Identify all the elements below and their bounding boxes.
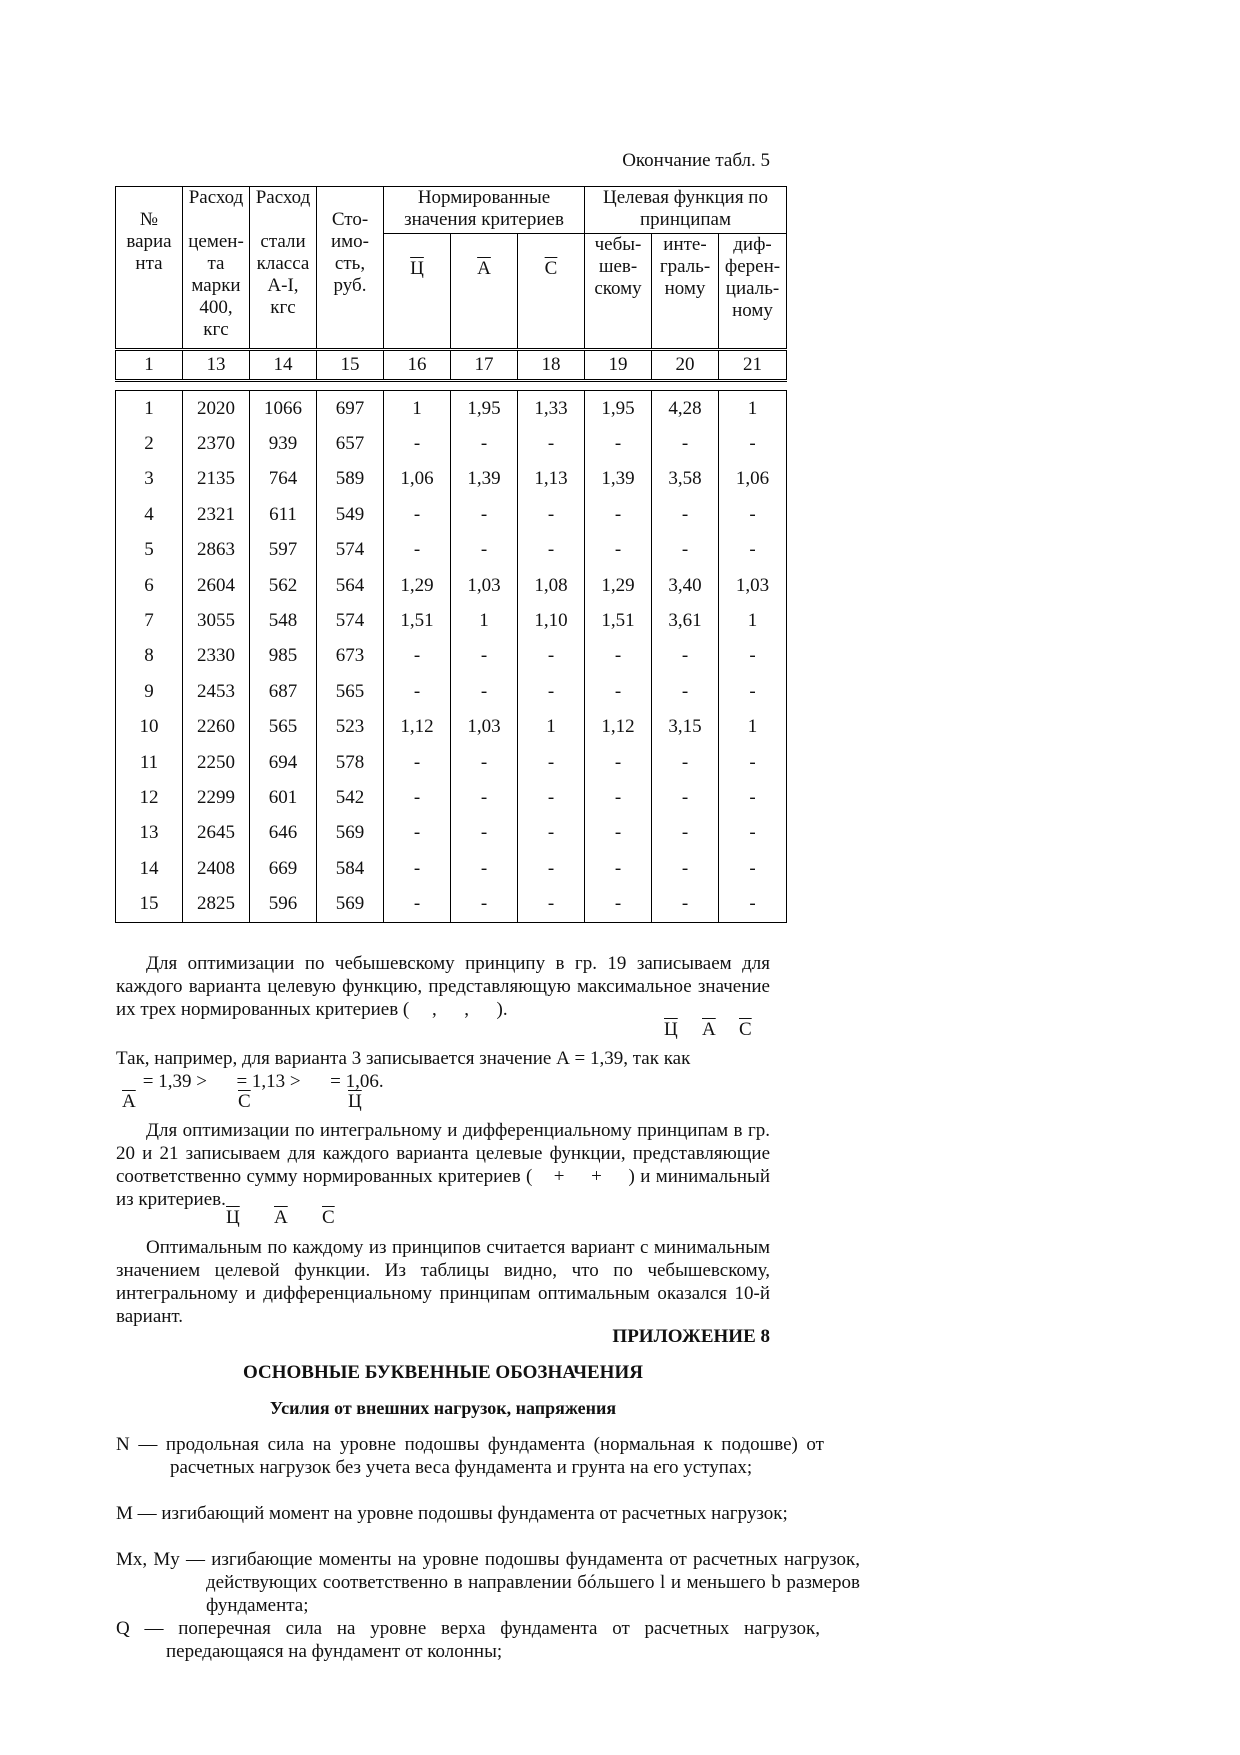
table-header-row bbox=[116, 187, 787, 234]
table-cell: 601 bbox=[250, 780, 317, 815]
symbol-a: А bbox=[702, 1019, 716, 1040]
table-cell: - bbox=[518, 886, 585, 922]
table-cell: - bbox=[518, 851, 585, 886]
table-cell: - bbox=[719, 533, 787, 568]
header-sym-a: А bbox=[451, 234, 518, 350]
table-cell: - bbox=[384, 886, 451, 922]
paragraph-example: Так, например, для варианта 3 записывается значение А = 1,39, так как = 1,39 > = 1,13 > = 1,06. bbox=[116, 1048, 691, 1092]
table-cell: 1,95 bbox=[451, 391, 518, 427]
table-cell: - bbox=[652, 851, 719, 886]
table-cell: 2863 bbox=[183, 533, 250, 568]
table-cell: - bbox=[652, 497, 719, 532]
table-cell: 589 bbox=[317, 462, 384, 497]
table-cell: - bbox=[719, 745, 787, 780]
table-row bbox=[116, 533, 787, 568]
table-cell: 2135 bbox=[183, 462, 250, 497]
column-number: 16 bbox=[384, 350, 451, 381]
symbol-c: Ц bbox=[348, 1091, 362, 1112]
table-cell: - bbox=[652, 745, 719, 780]
table-cell: 1,06 bbox=[719, 462, 787, 497]
table-cell: 1,13 bbox=[518, 462, 585, 497]
table-row bbox=[116, 497, 787, 532]
table-cell: 673 bbox=[317, 639, 384, 674]
table-cell: 1,06 bbox=[384, 462, 451, 497]
table-cell: 1 bbox=[451, 603, 518, 638]
table-row bbox=[116, 603, 787, 638]
table-cell: 1,33 bbox=[518, 391, 585, 427]
table-cell: 657 bbox=[317, 426, 384, 461]
table-row bbox=[116, 568, 787, 603]
table-cell: - bbox=[719, 851, 787, 886]
results-table bbox=[115, 186, 787, 923]
table-cell: 15 bbox=[116, 886, 183, 922]
column-number-row bbox=[116, 350, 787, 381]
table-cell: 1,03 bbox=[719, 568, 787, 603]
table-cell: 1,10 bbox=[518, 603, 585, 638]
appendix-label: ПРИЛОЖЕНИЕ 8 bbox=[612, 1326, 770, 1347]
table-row bbox=[116, 674, 787, 709]
table-cell: 2408 bbox=[183, 851, 250, 886]
table-cell: - bbox=[585, 533, 652, 568]
table-cell: 1,12 bbox=[585, 710, 652, 745]
table-cell: - bbox=[384, 674, 451, 709]
table-cell: - bbox=[451, 674, 518, 709]
header-chebyshev: чебы- шев- скому bbox=[585, 234, 652, 350]
table-cell: 2250 bbox=[183, 745, 250, 780]
table-cell: 3,61 bbox=[652, 603, 719, 638]
header-variant: № вариа нта bbox=[116, 187, 183, 350]
table-cell: - bbox=[384, 639, 451, 674]
table-row bbox=[116, 639, 787, 674]
table-cell: - bbox=[652, 639, 719, 674]
table-cell: - bbox=[585, 674, 652, 709]
table-cell: 1 bbox=[384, 391, 451, 427]
table-cell: - bbox=[719, 780, 787, 815]
table-cell: - bbox=[384, 780, 451, 815]
table-cell: 13 bbox=[116, 816, 183, 851]
table-cell: 2825 bbox=[183, 886, 250, 922]
table-cell: - bbox=[652, 426, 719, 461]
table-cell: 597 bbox=[250, 533, 317, 568]
symbol-s: С bbox=[322, 1207, 335, 1228]
table-cell: 697 bbox=[317, 391, 384, 427]
table-cell: - bbox=[451, 497, 518, 532]
table-cell: - bbox=[652, 780, 719, 815]
table-cell: - bbox=[719, 639, 787, 674]
paragraph-chebyshev: Для оптимизации по чебышевскому принципу в гр. 19 записываем для каждого варианта целевую функцию, представляющую максимальное значение их трех нормированных критериев ( , , ). bbox=[116, 953, 770, 1020]
table-cell: 764 bbox=[250, 462, 317, 497]
definition-q: Q — поперечная сила на уровне верха фундамента от расчетных нагрузок, передающаяся на фундамент от колонны; bbox=[116, 1618, 820, 1662]
table-cell: 3055 bbox=[183, 603, 250, 638]
header-sym-c: Ц bbox=[384, 234, 451, 350]
column-number: 15 bbox=[317, 350, 384, 381]
table-cell: 1,08 bbox=[518, 568, 585, 603]
header-cost: Сто- имо- сть, руб. bbox=[317, 187, 384, 350]
table-cell: 4,28 bbox=[652, 391, 719, 427]
table-cell: 5 bbox=[116, 533, 183, 568]
column-number: 21 bbox=[719, 350, 787, 381]
table-cell: 985 bbox=[250, 639, 317, 674]
table-cell: - bbox=[585, 639, 652, 674]
column-number: 18 bbox=[518, 350, 585, 381]
column-number: 13 bbox=[183, 350, 250, 381]
table-cell: 1,03 bbox=[451, 710, 518, 745]
table-cell: 1,29 bbox=[384, 568, 451, 603]
table-cell: 1066 bbox=[250, 391, 317, 427]
table-cell: 565 bbox=[317, 674, 384, 709]
symbol-c: Ц bbox=[226, 1207, 240, 1228]
table-row bbox=[116, 780, 787, 815]
table-row bbox=[116, 851, 787, 886]
table-cell: 646 bbox=[250, 816, 317, 851]
table-cell: 569 bbox=[317, 816, 384, 851]
table-cell: 584 bbox=[317, 851, 384, 886]
table-cell: 1 bbox=[719, 710, 787, 745]
table-cell: 569 bbox=[317, 886, 384, 922]
table-cell: - bbox=[384, 497, 451, 532]
table-cell: - bbox=[585, 780, 652, 815]
table-cell: - bbox=[384, 533, 451, 568]
table-cell: - bbox=[719, 426, 787, 461]
definition-mx-my: Mx, My — изгибающие моменты на уровне подошвы фундамента от расчетных нагрузок, действующих соответственно в направлении бóльшего l и меньшего b размеров фундамента; bbox=[116, 1549, 860, 1616]
table-cell: - bbox=[451, 780, 518, 815]
table-cell: 574 bbox=[317, 533, 384, 568]
table-cell: 14 bbox=[116, 851, 183, 886]
table-cell: 1,39 bbox=[585, 462, 652, 497]
table-cell: 10 bbox=[116, 710, 183, 745]
table-cell: 1 bbox=[116, 391, 183, 427]
table-cell: 687 bbox=[250, 674, 317, 709]
symbol-a: А bbox=[274, 1207, 288, 1228]
table-cell: 6 bbox=[116, 568, 183, 603]
table-cell: 1,12 bbox=[384, 710, 451, 745]
table-cell: 3,58 bbox=[652, 462, 719, 497]
table-cell: 564 bbox=[317, 568, 384, 603]
table-cell: - bbox=[585, 816, 652, 851]
table-cell: 1 bbox=[719, 603, 787, 638]
table-cell: 1,51 bbox=[585, 603, 652, 638]
table-cell: 3,15 bbox=[652, 710, 719, 745]
table-row bbox=[116, 886, 787, 922]
header-integral: инте- граль- ному bbox=[652, 234, 719, 350]
table-cell: 7 bbox=[116, 603, 183, 638]
table-cell: - bbox=[451, 886, 518, 922]
table-cell: - bbox=[518, 745, 585, 780]
table-cell: - bbox=[652, 816, 719, 851]
table-cell: - bbox=[384, 816, 451, 851]
table-cell: - bbox=[585, 745, 652, 780]
table-cell: 549 bbox=[317, 497, 384, 532]
table-cell: 2260 bbox=[183, 710, 250, 745]
table-cell: 9 bbox=[116, 674, 183, 709]
table-row bbox=[116, 462, 787, 497]
table-cell: 669 bbox=[250, 851, 317, 886]
table-row bbox=[116, 745, 787, 780]
header-normalized-group: Нормированные значения критериев bbox=[384, 187, 585, 234]
table-cell: 694 bbox=[250, 745, 317, 780]
table-cell: - bbox=[719, 674, 787, 709]
table-cell: 2453 bbox=[183, 674, 250, 709]
table-cell: - bbox=[518, 674, 585, 709]
table-row bbox=[116, 816, 787, 851]
table-cell: 611 bbox=[250, 497, 317, 532]
table-cell: - bbox=[652, 533, 719, 568]
table-cell: - bbox=[585, 426, 652, 461]
table-cell: 2020 bbox=[183, 391, 250, 427]
table-cell: - bbox=[518, 816, 585, 851]
table-cell: 1 bbox=[719, 391, 787, 427]
table-cell: 1,51 bbox=[384, 603, 451, 638]
table-cell: - bbox=[451, 745, 518, 780]
table-cell: 2321 bbox=[183, 497, 250, 532]
definition-n: N — продольная сила на уровне подошвы фундамента (нормальная к подошве) от расчетных нагрузок без учета веса фундамента и грунта на его уступах; bbox=[116, 1434, 824, 1478]
table-cell: 565 bbox=[250, 710, 317, 745]
table-cell: 2370 bbox=[183, 426, 250, 461]
table-cell: - bbox=[384, 426, 451, 461]
appendix-title: ОСНОВНЫЕ БУКВЕННЫЕ ОБОЗНАЧЕНИЯ bbox=[243, 1362, 643, 1383]
table-cell: 4 bbox=[116, 497, 183, 532]
table-cell: - bbox=[451, 426, 518, 461]
table-cell: 562 bbox=[250, 568, 317, 603]
table-cell: - bbox=[518, 426, 585, 461]
table-cell: 3,40 bbox=[652, 568, 719, 603]
table-cell: - bbox=[518, 639, 585, 674]
table-cell: 8 bbox=[116, 639, 183, 674]
table-cell: 1,29 bbox=[585, 568, 652, 603]
table-row bbox=[116, 710, 787, 745]
table-cell: 1,39 bbox=[451, 462, 518, 497]
table-cell: - bbox=[451, 639, 518, 674]
header-sym-s: С bbox=[518, 234, 585, 350]
symbol-c: Ц bbox=[664, 1019, 678, 1040]
table-row bbox=[116, 426, 787, 461]
table-cell: 2604 bbox=[183, 568, 250, 603]
table-gap-row bbox=[116, 381, 787, 391]
table-cell: - bbox=[384, 745, 451, 780]
column-number: 19 bbox=[585, 350, 652, 381]
table-cell: 574 bbox=[317, 603, 384, 638]
table-cell: - bbox=[585, 886, 652, 922]
column-number: 1 bbox=[116, 350, 183, 381]
table-cell: - bbox=[719, 816, 787, 851]
table-cell: - bbox=[719, 497, 787, 532]
table-cell: 578 bbox=[317, 745, 384, 780]
table-cell: - bbox=[652, 674, 719, 709]
table-cell: - bbox=[585, 851, 652, 886]
table-cell: 548 bbox=[250, 603, 317, 638]
header-differential: диф- ферен- циаль- ному bbox=[719, 234, 787, 350]
table-cell: 523 bbox=[317, 710, 384, 745]
definition-m: M — изгибающий момент на уровне подошвы фундамента от расчетных нагрузок; bbox=[116, 1503, 788, 1524]
table-cell: - bbox=[652, 886, 719, 922]
column-number: 20 bbox=[652, 350, 719, 381]
table-row bbox=[116, 391, 787, 427]
table-cell: 1,95 bbox=[585, 391, 652, 427]
table-cell: 939 bbox=[250, 426, 317, 461]
table-cell: - bbox=[719, 886, 787, 922]
table-cell: - bbox=[451, 851, 518, 886]
table-caption: Окончание табл. 5 bbox=[622, 150, 770, 171]
table-cell: 2299 bbox=[183, 780, 250, 815]
table-cell: 12 bbox=[116, 780, 183, 815]
table-cell: - bbox=[518, 497, 585, 532]
table-cell: 542 bbox=[317, 780, 384, 815]
table-cell: - bbox=[518, 780, 585, 815]
table-cell: 3 bbox=[116, 462, 183, 497]
table-cell: 596 bbox=[250, 886, 317, 922]
appendix-subtitle: Усилия от внешних нагрузок, напряжения bbox=[269, 1398, 617, 1418]
symbol-a: А bbox=[122, 1091, 136, 1112]
symbol-s: С bbox=[238, 1091, 251, 1112]
paragraph-integral: Для оптимизации по интегральному и дифференциальному принципам в гр. 20 и 21 записываем для каждого варианта целевые функции, представляющие соответственно сумму нормированных критериев ( + + ) и минимальный из критериев. bbox=[116, 1120, 770, 1210]
table-cell: - bbox=[518, 533, 585, 568]
table-cell: 2 bbox=[116, 426, 183, 461]
table-cell: 2330 bbox=[183, 639, 250, 674]
column-number: 14 bbox=[250, 350, 317, 381]
column-number: 17 bbox=[451, 350, 518, 381]
table-cell: 1 bbox=[518, 710, 585, 745]
table-cell: - bbox=[451, 816, 518, 851]
table-cell: 11 bbox=[116, 745, 183, 780]
table-cell: - bbox=[451, 533, 518, 568]
table-cell: 1,03 bbox=[451, 568, 518, 603]
header-steel: Расход стали класса А-I, кгс bbox=[250, 187, 317, 350]
header-target-group: Целевая функция по принципам bbox=[585, 187, 787, 234]
table-cell: - bbox=[585, 497, 652, 532]
table-cell: 2645 bbox=[183, 816, 250, 851]
paragraph-conclusion: Оптимальным по каждому из принципов считается вариант с минимальным значением целевой функции. Из таблицы видно, что по чебышевскому, интегральному и дифференциальному принципам оптимальным оказался 10-й вариант. bbox=[116, 1237, 770, 1327]
header-cement: Расход цемен- та марки 400, кгс bbox=[183, 187, 250, 350]
table-cell: - bbox=[384, 851, 451, 886]
symbol-s: С bbox=[739, 1019, 752, 1040]
